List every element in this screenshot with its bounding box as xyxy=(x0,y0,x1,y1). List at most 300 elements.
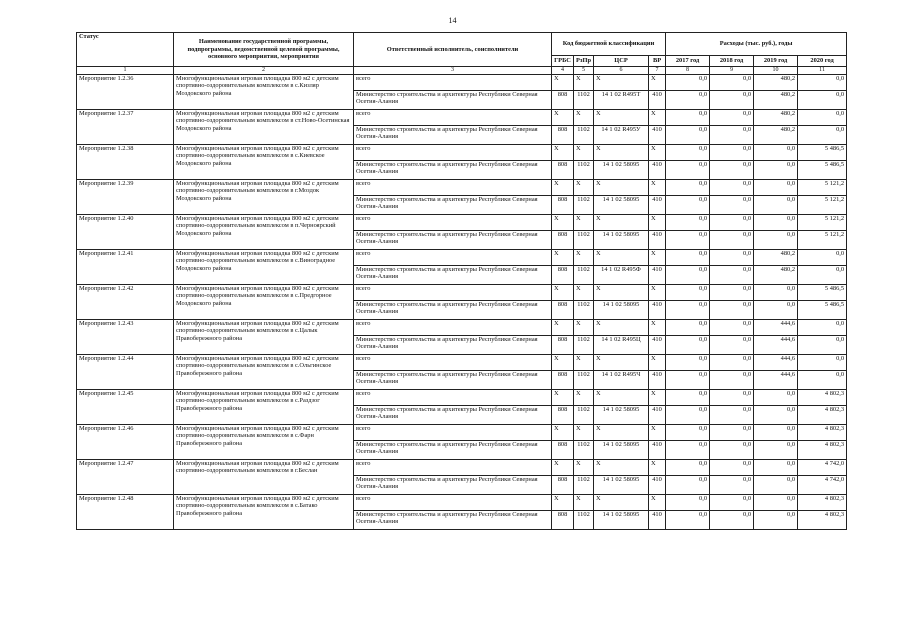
total-expense-cell: 0,0 xyxy=(710,250,754,266)
status-cell: Мероприятие 1.2.42 xyxy=(77,285,174,320)
vr-cell: 410 xyxy=(649,301,666,320)
csr-cell: 14 1 02 R495Ч xyxy=(594,371,649,390)
grbs-x-cell: Х xyxy=(552,250,574,266)
csr-cell: 14 1 02 R495Ц xyxy=(594,336,649,355)
program-name-cell: Многофункциональная игровая площадка 800 м2 с детским спортивно-оздоровительным комплексом в с.Киевское Моздокского района xyxy=(174,145,354,180)
total-expense-cell: 0,0 xyxy=(798,75,847,91)
rzpr-x-cell: Х xyxy=(574,110,594,126)
expenses-header: Расходы (тыс. руб.), годы xyxy=(666,33,847,56)
total-expense-cell: 0,0 xyxy=(666,355,710,371)
vr-cell: 410 xyxy=(649,336,666,355)
program-name-cell: Многофункциональная игровая площадка 800 м2 с детским спортивно-оздоровительным комплексом в с.Ольгинское Правобережного района xyxy=(174,355,354,390)
total-expense-cell: 5 121,2 xyxy=(798,180,847,196)
rzpr-x-cell: Х xyxy=(574,250,594,266)
executor-expense-cell: 0,0 xyxy=(754,196,798,215)
table-row xyxy=(77,250,847,266)
total-expense-cell: 0,0 xyxy=(710,110,754,126)
column-number-cell: 10 xyxy=(754,67,798,75)
executor-header: Ответственный исполнитель, соисполнители xyxy=(354,33,552,67)
executor-expense-cell: 0,0 xyxy=(754,441,798,460)
grbs-x-cell: Х xyxy=(552,110,574,126)
column-number-cell: 8 xyxy=(666,67,710,75)
total-expense-cell: 5 121,2 xyxy=(798,215,847,231)
executor-expense-cell: 0,0 xyxy=(710,196,754,215)
grbs-cell: 808 xyxy=(552,161,574,180)
total-expense-cell: 0,0 xyxy=(710,495,754,511)
grbs-header: ГРБС xyxy=(552,56,574,67)
total-expense-cell: 0,0 xyxy=(666,495,710,511)
vr-cell: 410 xyxy=(649,126,666,145)
program-name-cell: Многофункциональная игровая площадка 800 м2 с детским спортивно-оздоровительным комплексом в ст.Ново-Осетинская Моздокского района xyxy=(174,110,354,145)
executor-expense-cell: 0,0 xyxy=(710,126,754,145)
executor-expense-cell: 0,0 xyxy=(710,336,754,355)
table-row xyxy=(77,180,847,196)
program-name-cell: Многофункциональная игровая площадка 800 м2 с детским спортивно-оздоровительным комплексом в п.Черноярский Моздокского района xyxy=(174,215,354,250)
grbs-cell: 808 xyxy=(552,231,574,250)
vr-cell: 410 xyxy=(649,511,666,530)
executor-expense-cell: 0,0 xyxy=(754,511,798,530)
rzpr-x-cell: Х xyxy=(574,180,594,196)
total-label-cell: всего xyxy=(354,250,552,266)
csr-x-cell: Х xyxy=(594,215,649,231)
status-cell: Мероприятие 1.2.46 xyxy=(77,425,174,460)
executor-expense-cell: 0,0 xyxy=(666,161,710,180)
csr-x-cell: Х xyxy=(594,320,649,336)
total-label-cell: всего xyxy=(354,110,552,126)
total-expense-cell: 0,0 xyxy=(754,460,798,476)
vr-x-cell: Х xyxy=(649,285,666,301)
column-number-cell: 3 xyxy=(354,67,552,75)
grbs-x-cell: Х xyxy=(552,75,574,91)
column-number-cell: 4 xyxy=(552,67,574,75)
executor-expense-cell: 480,2 xyxy=(754,126,798,145)
executor-cell: Министерство строительства и архитектуры Республики Северная Осетия-Алания xyxy=(354,406,552,425)
total-expense-cell: 0,0 xyxy=(754,425,798,441)
executor-expense-cell: 0,0 xyxy=(754,476,798,495)
table-row xyxy=(77,215,847,231)
grbs-x-cell: Х xyxy=(552,460,574,476)
vr-cell: 410 xyxy=(649,476,666,495)
executor-expense-cell: 0,0 xyxy=(754,301,798,320)
rzpr-x-cell: Х xyxy=(574,285,594,301)
table-row xyxy=(77,75,847,91)
total-expense-cell: 0,0 xyxy=(798,320,847,336)
csr-cell: 14 1 02 58095 xyxy=(594,406,649,425)
rzpr-cell: 1102 xyxy=(574,441,594,460)
vr-cell: 410 xyxy=(649,161,666,180)
executor-expense-cell: 0,0 xyxy=(710,161,754,180)
rzpr-cell: 1102 xyxy=(574,161,594,180)
vr-x-cell: Х xyxy=(649,110,666,126)
grbs-cell: 808 xyxy=(552,266,574,285)
total-expense-cell: 480,2 xyxy=(754,110,798,126)
csr-x-cell: Х xyxy=(594,145,649,161)
column-number-cell: 1 xyxy=(77,67,174,75)
program-name-cell: Многофункциональная игровая площадка 800 м2 с детским спортивно-оздоровительным комплексом в с.Виноградное Моздокского района xyxy=(174,250,354,285)
program-name-header: Наименование государственной программы, подпрограммы, ведомственной целевой программы, основного мероприятия, мероприятия xyxy=(174,33,354,67)
executor-expense-cell: 0,0 xyxy=(666,511,710,530)
executor-cell: Министерство строительства и архитектуры Республики Северная Осетия-Алания xyxy=(354,476,552,495)
grbs-cell: 808 xyxy=(552,476,574,495)
executor-expense-cell: 5 486,5 xyxy=(798,161,847,180)
year-2020-header: 2020 год xyxy=(798,56,847,67)
rzpr-x-cell: Х xyxy=(574,215,594,231)
executor-cell: Министерство строительства и архитектуры Республики Северная Осетия-Алания xyxy=(354,371,552,390)
grbs-x-cell: Х xyxy=(552,145,574,161)
table-row xyxy=(77,495,847,511)
total-expense-cell: 0,0 xyxy=(754,145,798,161)
executor-expense-cell: 0,0 xyxy=(798,126,847,145)
executor-expense-cell: 0,0 xyxy=(666,371,710,390)
status-cell: Мероприятие 1.2.48 xyxy=(77,495,174,530)
status-cell: Мероприятие 1.2.40 xyxy=(77,215,174,250)
total-expense-cell: 0,0 xyxy=(666,75,710,91)
vr-x-cell: Х xyxy=(649,320,666,336)
total-label-cell: всего xyxy=(354,355,552,371)
total-expense-cell: 0,0 xyxy=(710,215,754,231)
csr-x-cell: Х xyxy=(594,285,649,301)
total-label-cell: всего xyxy=(354,495,552,511)
total-expense-cell: 4 802,3 xyxy=(798,390,847,406)
executor-expense-cell: 0,0 xyxy=(754,406,798,425)
total-expense-cell: 0,0 xyxy=(754,495,798,511)
csr-cell: 14 1 02 R495Т xyxy=(594,91,649,110)
total-expense-cell: 0,0 xyxy=(754,285,798,301)
executor-expense-cell: 0,0 xyxy=(710,511,754,530)
total-expense-cell: 0,0 xyxy=(666,320,710,336)
csr-cell: 14 1 02 R495Ф xyxy=(594,266,649,285)
column-number-cell: 9 xyxy=(710,67,754,75)
column-number-cell: 6 xyxy=(594,67,649,75)
total-expense-cell: 0,0 xyxy=(798,355,847,371)
executor-cell: Министерство строительства и архитектуры Республики Северная Осетия-Алания xyxy=(354,511,552,530)
total-label-cell: всего xyxy=(354,320,552,336)
grbs-x-cell: Х xyxy=(552,495,574,511)
executor-expense-cell: 480,2 xyxy=(754,91,798,110)
total-label-cell: всего xyxy=(354,460,552,476)
executor-expense-cell: 0,0 xyxy=(710,406,754,425)
rzpr-x-cell: Х xyxy=(574,425,594,441)
total-expense-cell: 0,0 xyxy=(754,215,798,231)
total-expense-cell: 480,2 xyxy=(754,75,798,91)
executor-expense-cell: 480,2 xyxy=(754,266,798,285)
status-cell: Мероприятие 1.2.44 xyxy=(77,355,174,390)
status-cell: Мероприятие 1.2.38 xyxy=(77,145,174,180)
executor-expense-cell: 0,0 xyxy=(798,266,847,285)
executor-expense-cell: 444,6 xyxy=(754,371,798,390)
rzpr-x-cell: Х xyxy=(574,320,594,336)
total-expense-cell: 5 486,5 xyxy=(798,285,847,301)
executor-expense-cell: 0,0 xyxy=(666,336,710,355)
program-expense-table xyxy=(76,32,847,530)
rzpr-cell: 1102 xyxy=(574,371,594,390)
program-name-cell: Многофункциональная игровая площадка 800 м2 с детским спортивно-оздоровительным комплексом в с.Батако Правобережного района xyxy=(174,495,354,530)
executor-expense-cell: 5 486,5 xyxy=(798,301,847,320)
executor-expense-cell: 0,0 xyxy=(798,91,847,110)
executor-expense-cell: 5 121,2 xyxy=(798,196,847,215)
table-row xyxy=(77,110,847,126)
rzpr-cell: 1102 xyxy=(574,406,594,425)
executor-cell: Министерство строительства и архитектуры Республики Северная Осетия-Алания xyxy=(354,126,552,145)
grbs-x-cell: Х xyxy=(552,180,574,196)
csr-x-cell: Х xyxy=(594,495,649,511)
executor-cell: Министерство строительства и архитектуры Республики Северная Осетия-Алания xyxy=(354,441,552,460)
executor-expense-cell: 5 121,2 xyxy=(798,231,847,250)
executor-expense-cell: 0,0 xyxy=(754,161,798,180)
total-label-cell: всего xyxy=(354,75,552,91)
rzpr-cell: 1102 xyxy=(574,336,594,355)
executor-expense-cell: 4 802,3 xyxy=(798,406,847,425)
vr-cell: 410 xyxy=(649,196,666,215)
column-number-cell: 7 xyxy=(649,67,666,75)
total-expense-cell: 0,0 xyxy=(666,215,710,231)
vr-x-cell: Х xyxy=(649,495,666,511)
rzpr-x-cell: Х xyxy=(574,495,594,511)
status-header: Статус xyxy=(77,33,174,67)
rzpr-cell: 1102 xyxy=(574,126,594,145)
executor-expense-cell: 4 802,3 xyxy=(798,511,847,530)
executor-cell: Министерство строительства и архитектуры Республики Северная Осетия-Алания xyxy=(354,91,552,110)
rzpr-x-cell: Х xyxy=(574,145,594,161)
year-2019-header: 2019 год xyxy=(754,56,798,67)
rzpr-x-cell: Х xyxy=(574,460,594,476)
page-number: 14 xyxy=(448,16,457,25)
status-cell: Мероприятие 1.2.47 xyxy=(77,460,174,495)
executor-expense-cell: 0,0 xyxy=(666,196,710,215)
total-expense-cell: 0,0 xyxy=(666,110,710,126)
rzpr-x-cell: Х xyxy=(574,355,594,371)
total-expense-cell: 0,0 xyxy=(666,250,710,266)
total-expense-cell: 0,0 xyxy=(710,320,754,336)
grbs-x-cell: Х xyxy=(552,355,574,371)
total-expense-cell: 444,6 xyxy=(754,320,798,336)
vr-x-cell: Х xyxy=(649,250,666,266)
rzpr-cell: 1102 xyxy=(574,301,594,320)
csr-x-cell: Х xyxy=(594,180,649,196)
executor-expense-cell: 0,0 xyxy=(798,371,847,390)
total-expense-cell: 0,0 xyxy=(666,425,710,441)
total-expense-cell: 0,0 xyxy=(710,425,754,441)
table-row xyxy=(77,390,847,406)
grbs-cell: 808 xyxy=(552,441,574,460)
table-row xyxy=(77,460,847,476)
total-expense-cell: 0,0 xyxy=(710,75,754,91)
executor-expense-cell: 0,0 xyxy=(798,336,847,355)
program-name-cell: Многофункциональная игровая площадка 800 м2 с детским спортивно-оздоровительным комплексом в г.Моздок Моздокского района xyxy=(174,180,354,215)
rzpr-cell: 1102 xyxy=(574,266,594,285)
status-cell: Мероприятие 1.2.45 xyxy=(77,390,174,425)
executor-cell: Министерство строительства и архитектуры Республики Северная Осетия-Алания xyxy=(354,231,552,250)
csr-x-cell: Х xyxy=(594,390,649,406)
vr-x-cell: Х xyxy=(649,460,666,476)
csr-header: ЦСР xyxy=(594,56,649,67)
total-expense-cell: 0,0 xyxy=(798,250,847,266)
csr-cell: 14 1 02 R495У xyxy=(594,126,649,145)
status-cell: Мероприятие 1.2.39 xyxy=(77,180,174,215)
total-label-cell: всего xyxy=(354,425,552,441)
total-expense-cell: 480,2 xyxy=(754,250,798,266)
vr-cell: 410 xyxy=(649,231,666,250)
program-name-cell: Многофункциональная игровая площадка 800 м2 с детским спортивно-оздоровительным комплексом в с.Фарн Правобережного района xyxy=(174,425,354,460)
grbs-cell: 808 xyxy=(552,406,574,425)
vr-cell: 410 xyxy=(649,266,666,285)
total-expense-cell: 0,0 xyxy=(666,145,710,161)
grbs-cell: 808 xyxy=(552,126,574,145)
grbs-x-cell: Х xyxy=(552,425,574,441)
total-expense-cell: 0,0 xyxy=(754,390,798,406)
status-cell: Мероприятие 1.2.43 xyxy=(77,320,174,355)
executor-expense-cell: 0,0 xyxy=(710,91,754,110)
table-row xyxy=(77,145,847,161)
total-expense-cell: 0,0 xyxy=(710,180,754,196)
total-expense-cell: 0,0 xyxy=(710,285,754,301)
csr-x-cell: Х xyxy=(594,460,649,476)
column-numbers-row xyxy=(77,67,847,75)
program-name-cell: Многофункциональная игровая площадка 800 м2 с детским спортивно-оздоровительным комплексом в с.Предгорное Моздокского района xyxy=(174,285,354,320)
executor-expense-cell: 0,0 xyxy=(710,476,754,495)
rzpr-x-cell: Х xyxy=(574,75,594,91)
vr-x-cell: Х xyxy=(649,75,666,91)
executor-cell: Министерство строительства и архитектуры Республики Северная Осетия-Алания xyxy=(354,301,552,320)
csr-cell: 14 1 02 58095 xyxy=(594,441,649,460)
executor-expense-cell: 0,0 xyxy=(710,266,754,285)
rzpr-header: РзПр xyxy=(574,56,594,67)
executor-cell: Министерство строительства и архитектуры Республики Северная Осетия-Алания xyxy=(354,336,552,355)
csr-x-cell: Х xyxy=(594,75,649,91)
vr-header: ВР xyxy=(649,56,666,67)
vr-cell: 410 xyxy=(649,441,666,460)
total-label-cell: всего xyxy=(354,215,552,231)
budget-code-header: Код бюджетной классификации xyxy=(552,33,666,56)
year-2017-header: 2017 год xyxy=(666,56,710,67)
csr-x-cell: Х xyxy=(594,425,649,441)
program-name-cell: Многофункциональная игровая площадка 800 м2 с детским спортивно-оздоровительным комплексом в с.Кизляр Моздокского района xyxy=(174,75,354,110)
table-row xyxy=(77,355,847,371)
vr-x-cell: Х xyxy=(649,145,666,161)
executor-expense-cell: 0,0 xyxy=(710,371,754,390)
total-expense-cell: 0,0 xyxy=(710,390,754,406)
executor-expense-cell: 0,0 xyxy=(710,301,754,320)
executor-expense-cell: 0,0 xyxy=(666,301,710,320)
year-2018-header: 2018 год xyxy=(710,56,754,67)
executor-expense-cell: 0,0 xyxy=(666,126,710,145)
executor-cell: Министерство строительства и архитектуры Республики Северная Осетия-Алания xyxy=(354,196,552,215)
status-cell: Мероприятие 1.2.37 xyxy=(77,110,174,145)
executor-expense-cell: 0,0 xyxy=(666,476,710,495)
program-name-cell: Многофункциональная игровая площадка 800 м2 с детским спортивно-оздоровительным комплексом в с.Цалык Правобережного района xyxy=(174,320,354,355)
executor-expense-cell: 0,0 xyxy=(710,441,754,460)
rzpr-cell: 1102 xyxy=(574,196,594,215)
total-expense-cell: 4 742,0 xyxy=(798,460,847,476)
rzpr-cell: 1102 xyxy=(574,91,594,110)
executor-expense-cell: 4 742,0 xyxy=(798,476,847,495)
csr-cell: 14 1 02 58095 xyxy=(594,301,649,320)
executor-expense-cell: 444,6 xyxy=(754,336,798,355)
total-expense-cell: 0,0 xyxy=(666,460,710,476)
column-number-cell: 2 xyxy=(174,67,354,75)
executor-expense-cell: 0,0 xyxy=(710,231,754,250)
csr-x-cell: Х xyxy=(594,250,649,266)
csr-cell: 14 1 02 58095 xyxy=(594,161,649,180)
total-label-cell: всего xyxy=(354,180,552,196)
csr-cell: 14 1 02 58095 xyxy=(594,511,649,530)
csr-x-cell: Х xyxy=(594,110,649,126)
total-expense-cell: 0,0 xyxy=(666,285,710,301)
total-expense-cell: 0,0 xyxy=(710,145,754,161)
vr-cell: 410 xyxy=(649,91,666,110)
executor-expense-cell: 0,0 xyxy=(666,406,710,425)
total-expense-cell: 5 486,5 xyxy=(798,145,847,161)
executor-expense-cell: 0,0 xyxy=(666,266,710,285)
vr-cell: 410 xyxy=(649,371,666,390)
program-name-cell: Многофункциональная игровая площадка 800 м2 с детским спортивно-оздоровительным комплексом в г.Беслан xyxy=(174,460,354,495)
table-row xyxy=(77,425,847,441)
column-number-cell: 5 xyxy=(574,67,594,75)
total-expense-cell: 444,6 xyxy=(754,355,798,371)
total-expense-cell: 0,0 xyxy=(710,355,754,371)
csr-x-cell: Х xyxy=(594,355,649,371)
total-expense-cell: 4 802,3 xyxy=(798,425,847,441)
grbs-cell: 808 xyxy=(552,336,574,355)
program-name-cell: Многофункциональная игровая площадка 800 м2 с детским спортивно-оздоровительным комплексом в с.Раздзог Правобережного района xyxy=(174,390,354,425)
total-expense-cell: 4 802,3 xyxy=(798,495,847,511)
executor-expense-cell: 0,0 xyxy=(666,231,710,250)
vr-x-cell: Х xyxy=(649,180,666,196)
grbs-cell: 808 xyxy=(552,91,574,110)
total-expense-cell: 0,0 xyxy=(666,180,710,196)
table-row xyxy=(77,320,847,336)
total-expense-cell: 0,0 xyxy=(754,180,798,196)
executor-expense-cell: 4 802,3 xyxy=(798,441,847,460)
executor-cell: Министерство строительства и архитектуры Республики Северная Осетия-Алания xyxy=(354,266,552,285)
total-expense-cell: 0,0 xyxy=(710,460,754,476)
executor-expense-cell: 0,0 xyxy=(666,91,710,110)
csr-cell: 14 1 02 58095 xyxy=(594,231,649,250)
grbs-x-cell: Х xyxy=(552,320,574,336)
total-label-cell: всего xyxy=(354,390,552,406)
rzpr-x-cell: Х xyxy=(574,390,594,406)
vr-x-cell: Х xyxy=(649,355,666,371)
total-label-cell: всего xyxy=(354,285,552,301)
vr-cell: 410 xyxy=(649,406,666,425)
vr-x-cell: Х xyxy=(649,425,666,441)
status-cell: Мероприятие 1.2.41 xyxy=(77,250,174,285)
csr-cell: 14 1 02 58095 xyxy=(594,476,649,495)
grbs-cell: 808 xyxy=(552,371,574,390)
total-expense-cell: 0,0 xyxy=(666,390,710,406)
table-row xyxy=(77,285,847,301)
table-body xyxy=(77,75,847,530)
total-expense-cell: 0,0 xyxy=(798,110,847,126)
grbs-cell: 808 xyxy=(552,301,574,320)
csr-cell: 14 1 02 58095 xyxy=(594,196,649,215)
rzpr-cell: 1102 xyxy=(574,231,594,250)
vr-x-cell: Х xyxy=(649,390,666,406)
vr-x-cell: Х xyxy=(649,215,666,231)
executor-cell: Министерство строительства и архитектуры Республики Северная Осетия-Алания xyxy=(354,161,552,180)
grbs-x-cell: Х xyxy=(552,215,574,231)
status-cell: Мероприятие 1.2.36 xyxy=(77,75,174,110)
grbs-x-cell: Х xyxy=(552,390,574,406)
grbs-cell: 808 xyxy=(552,511,574,530)
executor-expense-cell: 0,0 xyxy=(666,441,710,460)
grbs-cell: 808 xyxy=(552,196,574,215)
rzpr-cell: 1102 xyxy=(574,476,594,495)
grbs-x-cell: Х xyxy=(552,285,574,301)
total-label-cell: всего xyxy=(354,145,552,161)
column-number-cell: 11 xyxy=(798,67,847,75)
executor-expense-cell: 0,0 xyxy=(754,231,798,250)
